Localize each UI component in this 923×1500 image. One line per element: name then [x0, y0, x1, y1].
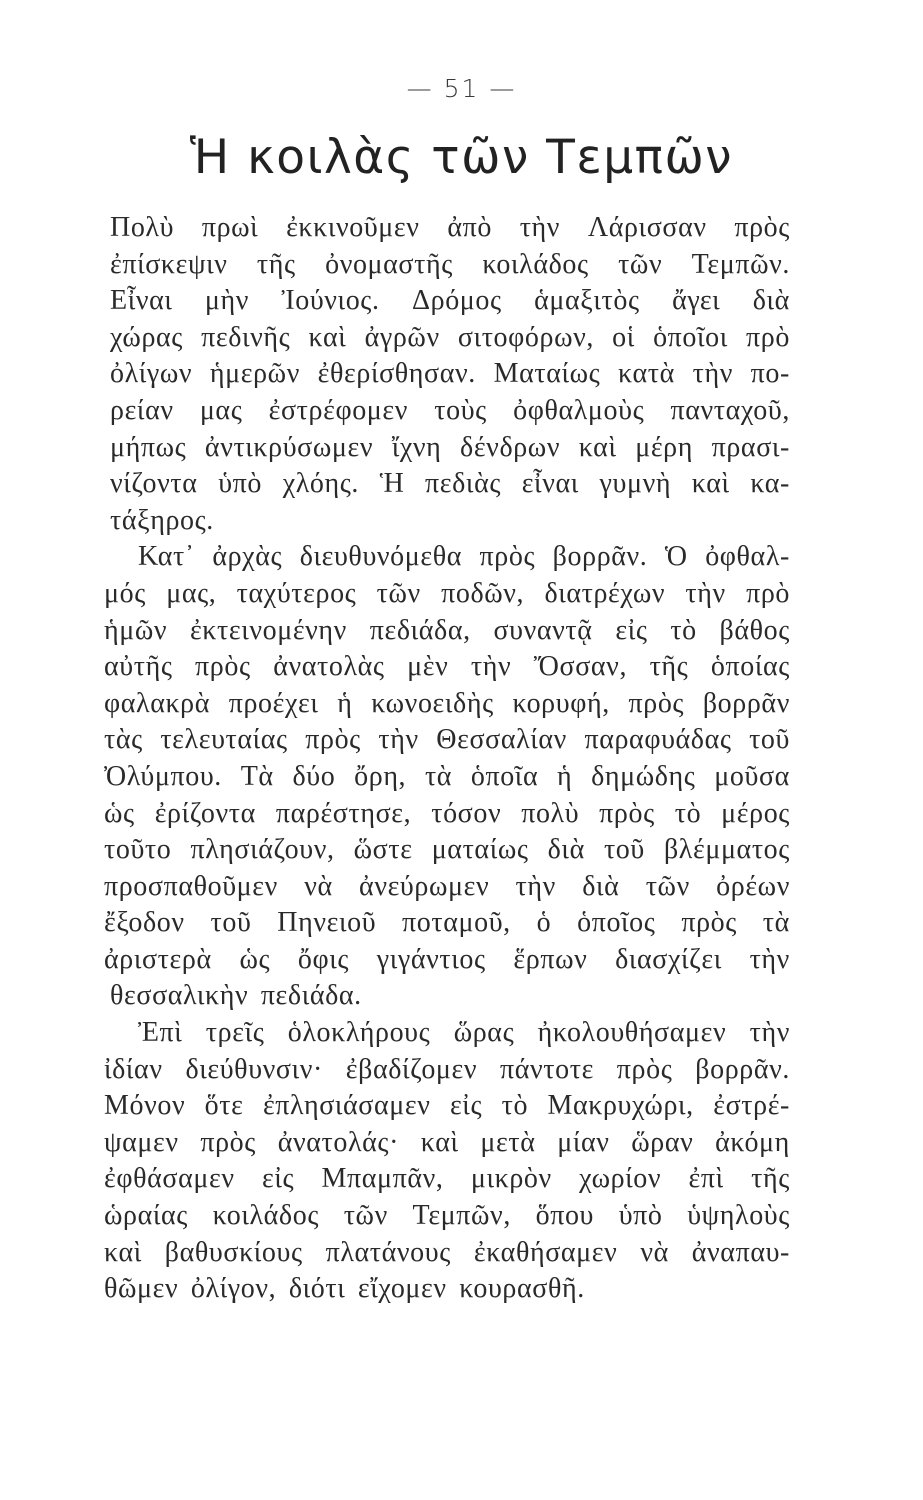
text-line: ψαμεν πρὸς ἀνατολάς· καὶ μετὰ μίαν ὥραν ἀκόμη [104, 1126, 790, 1158]
text-line: Κατ᾽ ἀρχὰς διευθυνόμεθα πρὸς βορρᾶν. Ὁ ὀφθαλ- [138, 541, 790, 573]
text-line: προσπαθοῦμεν νὰ ἀνεύρωμεν τὴν διὰ τῶν ὀρέων [104, 870, 790, 902]
text-line: χώρας πεδινῆς καὶ ἀγρῶν σιτοφόρων, οἱ ὁποῖοι πρὸ [110, 321, 790, 353]
text-line: θεσσαλικὴν πεδιάδα. [110, 980, 362, 1012]
text-line: μήπως ἀντικρύσωμεν ἴχνη δένδρων καὶ μέρη πρασι- [110, 431, 790, 463]
text-line: τάξηρος. [110, 504, 214, 536]
text-line: ἡμῶν ἐκτεινομένην πεδιάδα, συναντᾷ εἰς τὸ βάθος [104, 614, 790, 646]
text-line: ρείαν μας ἐστρέφομεν τοὺς ὀφθαλμοὺς πανταχοῦ, [110, 394, 790, 426]
text-line: ἀριστερὰ ὡς ὄφις γιγάντιος ἕρπων διασχίζει τὴν [104, 943, 790, 975]
text-line: Ὀλύμπου. Τὰ δύο ὄρη, τὰ ὁποῖα ἡ δημώδης μοῦσα [104, 760, 790, 792]
text-line: θῶμεν ὀλίγον, διότι εἴχομεν κουρασθῆ. [104, 1273, 585, 1305]
text-line: ὡραίας κοιλάδος τῶν Τεμπῶν, ὅπου ὑπὸ ὑψηλοὺς [104, 1200, 790, 1232]
text-line: ἐφθάσαμεν εἰς Μπαμπᾶν, μικρὸν χωρίον ἐπὶ τῆς [104, 1163, 790, 1195]
text-line: ὀλίγων ἡμερῶν ἐθερίσθησαν. Ματαίως κατὰ τὴν πο- [110, 358, 790, 390]
text-line: καὶ βαθυσκίους πλατάνους ἐκαθήσαμεν νὰ ἀναπαυ- [104, 1236, 790, 1268]
text-line: ἔξοδον τοῦ Πηνειοῦ ποταμοῦ, ὁ ὁποῖος πρὸς τὰ [104, 907, 790, 939]
text-line: φαλακρὰ προέχει ἡ κωνοειδὴς κορυφή, πρὸς βορρᾶν [104, 687, 790, 719]
text-line: Μόνον ὅτε ἐπλησιάσαμεν εἰς τὸ Μακρυχώρι, ἐστρέ- [104, 1090, 790, 1122]
page-number: — 51 — [406, 74, 517, 103]
text-line: Πολὺ πρωὶ ἐκκινοῦμεν ἀπὸ τὴν Λάρισσαν πρὸς [110, 212, 790, 243]
text-line: ἰδίαν διεύθυνσιν· ἐβαδίζομεν πάντοτε πρὸς βορρᾶν. [104, 1053, 790, 1085]
text-line: αὐτῆς πρὸς ἀνατολὰς μὲν τὴν Ὄσσαν, τῆς ὁποίας [104, 651, 790, 683]
text-line: τὰς τελευταίας πρὸς τὴν Θεσσαλίαν παραφυάδας τοῦ [104, 724, 790, 756]
text-line: τοῦτο πλησιάζουν, ὥστε ματαίως διὰ τοῦ βλέμματος [104, 834, 790, 866]
text-line: ὡς ἐρίζοντα παρέστησε, τόσον πολὺ πρὸς τὸ μέρος [104, 797, 790, 829]
text-line: μός μας, ταχύτερος τῶν ποδῶν, διατρέχων τὴν πρὸ [104, 577, 790, 609]
text-line: Ἐπὶ τρεῖς ὁλοκλήρους ὥρας ἠκολουθήσαμεν τὴν [138, 1017, 790, 1049]
text-line: ἐπίσκεψιν τῆς ὀνομαστῆς κοιλάδος τῶν Τεμπῶν. [110, 248, 790, 280]
chapter-title: Ἡ κοιλὰς τῶν Τεμπῶν [189, 130, 734, 185]
text-line: Εἶναι μὴν Ἰούνιος. Δρόμος ἁμαξιτὸς ἄγει διὰ [110, 285, 790, 317]
text-line: νίζοντα ὑπὸ χλόης. Ἡ πεδιὰς εἶναι γυμνὴ καὶ κα- [110, 468, 790, 500]
body-text [104, 210, 790, 1308]
